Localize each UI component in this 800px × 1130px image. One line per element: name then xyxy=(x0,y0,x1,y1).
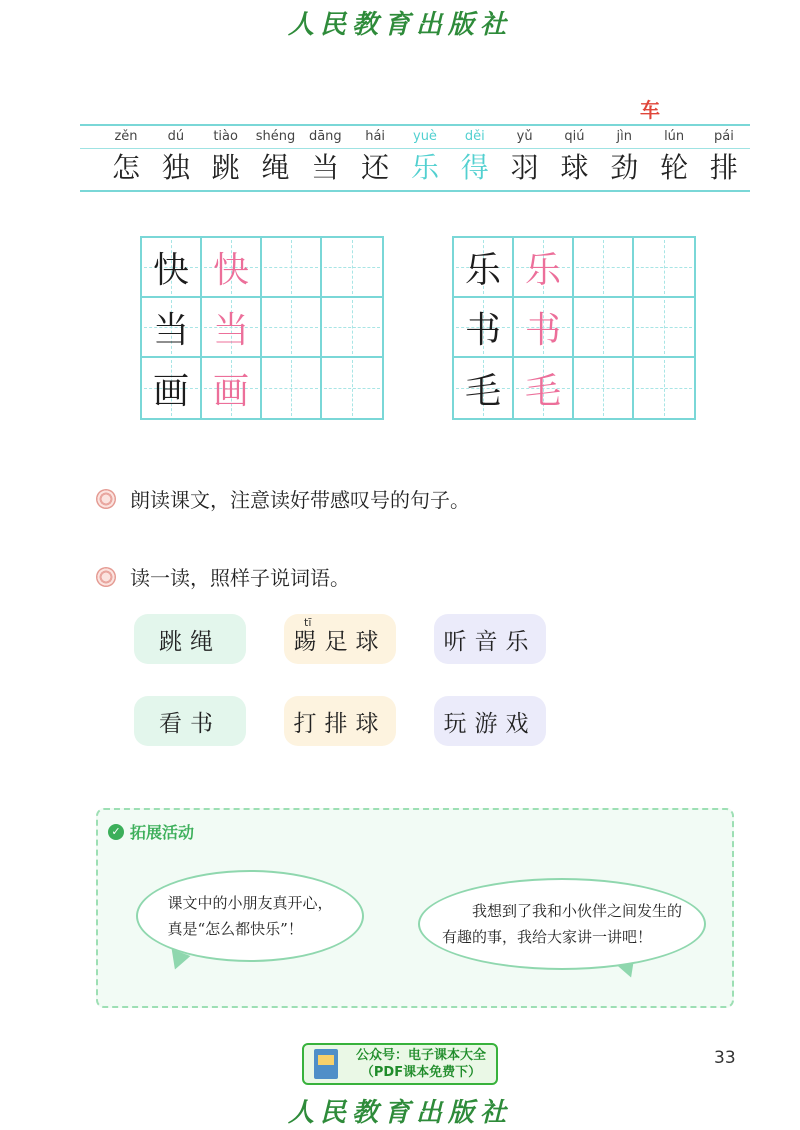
grid-character-text: 快 xyxy=(212,249,249,291)
grid-model-character xyxy=(454,238,514,298)
word-card-tingyinyue xyxy=(434,614,546,664)
word-card-wanyouxi xyxy=(434,696,546,746)
vocab-pinyin: dāng xyxy=(308,129,342,144)
grid-character-text: 毛 xyxy=(524,370,561,412)
vocab-item xyxy=(305,126,345,190)
vocab-character: 排 xyxy=(709,151,738,184)
publisher-logo-bottom: 人民教育出版社 xyxy=(287,1098,512,1128)
badge-line-1: 公众号：电子课本大全 xyxy=(355,1048,486,1063)
grid-character-text: 乐 xyxy=(464,249,501,291)
vocab-pinyin: lún xyxy=(664,129,685,144)
grid-model-character xyxy=(142,298,202,358)
word-card-dapaiqiu xyxy=(284,696,396,746)
vocab-character: 得 xyxy=(460,151,489,184)
word-card-text: 听音乐 xyxy=(443,628,537,655)
vocab-character: 独 xyxy=(161,151,190,184)
vocabulary-row xyxy=(106,126,744,190)
task-text: 读一读，照样子说词语。 xyxy=(130,566,350,590)
word-card-tiaosheng xyxy=(134,614,246,664)
vocab-pinyin: qiú xyxy=(564,129,585,144)
word-card-tizuqiu xyxy=(284,614,396,664)
vocab-item xyxy=(255,126,295,190)
vocab-character: 球 xyxy=(560,151,589,184)
vocabulary-strip xyxy=(80,124,750,192)
extension-title-text: 拓展活动 xyxy=(130,823,195,842)
grid-empty-cell xyxy=(262,358,322,418)
vocab-item xyxy=(106,126,146,190)
vocab-character: 绳 xyxy=(261,151,290,184)
vocab-pinyin: dú xyxy=(167,129,185,144)
bubble-line: 课文中的小朋友真开心， xyxy=(167,894,333,912)
grid-character-text: 毛 xyxy=(464,370,501,412)
grid-empty-cell xyxy=(322,298,382,358)
vocab-pinyin: tiào xyxy=(213,129,238,144)
vocab-item xyxy=(206,126,246,190)
vocab-character: 还 xyxy=(361,151,390,184)
grid-empty-cell xyxy=(262,298,322,358)
word-card-text: 打排球 xyxy=(293,710,387,737)
bubble-line: 我想到了我和小伙伴之间发生的 xyxy=(471,902,682,920)
grid-trace-character xyxy=(514,238,574,298)
writing-grid-left xyxy=(140,236,384,420)
grid-empty-cell xyxy=(262,238,322,298)
word-card-text: 跳绳 xyxy=(159,628,221,655)
grid-model-character xyxy=(454,358,514,418)
vocab-item xyxy=(505,126,545,190)
vocab-item xyxy=(704,126,744,190)
grid-trace-character xyxy=(514,358,574,418)
word-card-text: 看书 xyxy=(159,710,221,737)
stamp-icon xyxy=(96,567,116,587)
grid-trace-character xyxy=(202,298,262,358)
grid-character-text: 乐 xyxy=(524,249,561,291)
vocab-item xyxy=(604,126,644,190)
stamp-icon xyxy=(96,489,116,509)
writing-grid-right xyxy=(452,236,696,420)
grid-trace-character xyxy=(202,358,262,418)
leaf-icon: ✓ xyxy=(108,824,124,840)
vocab-character: 劲 xyxy=(610,151,639,184)
grid-trace-character xyxy=(202,238,262,298)
vocab-annotation: 车 xyxy=(640,98,660,122)
task-read-aloud xyxy=(96,484,470,513)
grid-model-character xyxy=(142,358,202,418)
vocab-item xyxy=(355,126,395,190)
extension-title xyxy=(108,820,194,843)
vocab-pinyin: pái xyxy=(714,129,734,144)
grid-empty-cell xyxy=(322,358,382,418)
vocab-character: 乐 xyxy=(410,151,439,184)
pinyin-annotation: tī xyxy=(304,616,312,629)
word-card-text: 玩游戏 xyxy=(443,710,537,737)
vocab-pinyin: shéng xyxy=(255,129,296,144)
vocab-item xyxy=(455,126,495,190)
grid-character-text: 快 xyxy=(152,249,189,291)
speech-bubble-left xyxy=(136,870,364,962)
grid-trace-character xyxy=(514,298,574,358)
word-card-kanshu xyxy=(134,696,246,746)
vocab-pinyin: yuè xyxy=(413,129,437,144)
bubble-line: 真是“怎么都快乐”！ xyxy=(167,920,303,938)
task-say-words xyxy=(96,562,350,591)
grid-empty-cell xyxy=(634,358,694,418)
vocab-item xyxy=(554,126,594,190)
page-number: 33 xyxy=(714,1048,736,1068)
grid-character-text: 当 xyxy=(212,309,249,351)
vocab-item xyxy=(405,126,445,190)
grid-character-text: 书 xyxy=(464,309,501,351)
watermark-badge xyxy=(302,1043,498,1085)
vocab-character: 羽 xyxy=(510,151,539,184)
vocab-pinyin: zěn xyxy=(114,129,138,144)
vocab-character: 跳 xyxy=(211,151,240,184)
extension-activity-box xyxy=(96,808,734,1008)
bubble-line: 有趣的事，我给大家讲一讲吧！ xyxy=(441,928,652,946)
vocab-character: 怎 xyxy=(111,151,140,184)
vocab-pinyin: hái xyxy=(365,129,386,144)
grid-model-character xyxy=(454,298,514,358)
grid-empty-cell xyxy=(634,238,694,298)
badge-line-2: （PDF课本免费下） xyxy=(360,1065,482,1080)
grid-character-text: 画 xyxy=(212,370,249,412)
word-card-text: 踢足球 xyxy=(293,628,387,655)
task-text: 朗读课文，注意读好带感叹号的句子。 xyxy=(130,488,470,512)
book-icon xyxy=(314,1049,338,1079)
vocab-character: 当 xyxy=(311,151,340,184)
vocab-pinyin: yǔ xyxy=(516,129,533,144)
grid-character-text: 当 xyxy=(152,309,189,351)
vocab-item xyxy=(156,126,196,190)
grid-empty-cell xyxy=(574,358,634,418)
grid-character-text: 画 xyxy=(152,370,189,412)
grid-model-character xyxy=(142,238,202,298)
grid-character-text: 书 xyxy=(524,309,561,351)
grid-empty-cell xyxy=(634,298,694,358)
grid-empty-cell xyxy=(574,238,634,298)
grid-empty-cell xyxy=(574,298,634,358)
vocab-pinyin: děi xyxy=(464,129,485,144)
grid-empty-cell xyxy=(322,238,382,298)
publisher-logo-top: 人民教育出版社 xyxy=(287,10,512,40)
vocab-character: 轮 xyxy=(660,151,689,184)
vocab-pinyin: jìn xyxy=(616,129,633,144)
speech-bubble-right xyxy=(418,878,706,970)
vocab-item xyxy=(654,126,694,190)
